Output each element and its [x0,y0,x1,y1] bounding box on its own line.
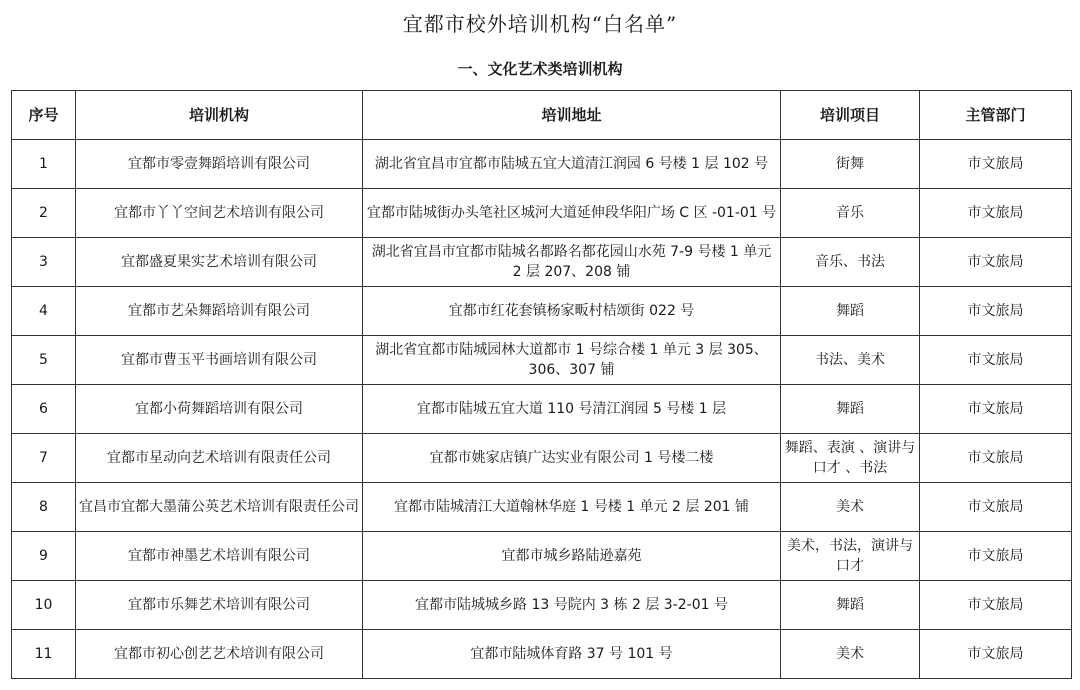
table-row [12,434,1072,483]
row-organization: 宜都市神墨艺术培训有限公司 [76,532,363,581]
row-department: 市文旅局 [920,581,1072,630]
whitelist-table [11,90,1072,679]
row-number: 1 [12,140,76,189]
header-organization: 培训机构 [76,91,363,140]
row-department: 市文旅局 [920,189,1072,238]
table-row [12,189,1072,238]
row-number: 11 [12,630,76,679]
row-project: 美术，书法，演讲与口才 [781,532,920,581]
table-row [12,287,1072,336]
row-address: 宜都市陆城体育路 37 号 101 号 [363,630,781,679]
row-number: 2 [12,189,76,238]
row-address: 宜都市陆城城乡路 13 号院内 3 栋 2 层 3-2-01 号 [363,581,781,630]
row-organization: 宜都市艺朵舞蹈培训有限公司 [76,287,363,336]
row-project: 舞蹈 [781,385,920,434]
row-number: 4 [12,287,76,336]
row-organization: 宜昌市宜都大墨蒲公英艺术培训有限责任公司 [76,483,363,532]
row-department: 市文旅局 [920,287,1072,336]
row-number: 9 [12,532,76,581]
row-organization: 宜都市星动向艺术培训有限责任公司 [76,434,363,483]
row-number: 7 [12,434,76,483]
row-project: 美术 [781,630,920,679]
row-project: 书法、美术 [781,336,920,385]
row-address: 宜都市陆城街办头笔社区城河大道延伸段华阳广场 C 区 -01-01 号 [363,189,781,238]
row-address: 湖北省宜都市陆城园林大道都市 1 号综合楼 1 单元 3 层 305、306、307 铺 [363,336,781,385]
row-project: 街舞 [781,140,920,189]
header-project: 培训项目 [781,91,920,140]
row-organization: 宜都市乐舞艺术培训有限公司 [76,581,363,630]
table-row [12,336,1072,385]
row-number: 6 [12,385,76,434]
table-row [12,385,1072,434]
row-number: 8 [12,483,76,532]
row-organization: 宜都盛夏果实艺术培训有限公司 [76,238,363,287]
row-department: 市文旅局 [920,238,1072,287]
header-number: 序号 [12,91,76,140]
table-header-row [12,91,1072,140]
row-organization: 宜都市初心创艺艺术培训有限公司 [76,630,363,679]
row-organization: 宜都市曹玉平书画培训有限公司 [76,336,363,385]
row-department: 市文旅局 [920,336,1072,385]
row-project: 美术 [781,483,920,532]
section-title: 一、文化艺术类培训机构 [457,60,623,78]
header-address: 培训地址 [363,91,781,140]
row-number: 5 [12,336,76,385]
row-department: 市文旅局 [920,532,1072,581]
row-department: 市文旅局 [920,630,1072,679]
row-number: 10 [12,581,76,630]
row-department: 市文旅局 [920,140,1072,189]
row-project: 舞蹈 [781,287,920,336]
row-project: 音乐 [781,189,920,238]
table-row [12,581,1072,630]
row-department: 市文旅局 [920,385,1072,434]
document-title: 宜都市校外培训机构“白名单” [402,12,678,36]
table-row [12,532,1072,581]
row-project: 舞蹈 [781,581,920,630]
row-organization: 宜都市丫丫空间艺术培训有限公司 [76,189,363,238]
row-address: 宜都市红花套镇杨家畈村桔颂街 022 号 [363,287,781,336]
row-project: 舞蹈、表演 、演讲与口才 、书法 [781,434,920,483]
row-organization: 宜都小荷舞蹈培训有限公司 [76,385,363,434]
row-address: 湖北省宜昌市宜都市陆城五宜大道清江润园 6 号楼 1 层 102 号 [363,140,781,189]
header-department: 主管部门 [920,91,1072,140]
table-row [12,630,1072,679]
row-address: 宜都市城乡路陆逊嘉苑 [363,532,781,581]
row-organization: 宜都市零壹舞蹈培训有限公司 [76,140,363,189]
row-address: 宜都市陆城五宜大道 110 号清江润园 5 号楼 1 层 [363,385,781,434]
row-department: 市文旅局 [920,434,1072,483]
table-row [12,140,1072,189]
table-row [12,238,1072,287]
row-number: 3 [12,238,76,287]
row-project: 音乐、书法 [781,238,920,287]
row-address: 宜都市姚家店镇广达实业有限公司 1 号楼二楼 [363,434,781,483]
row-department: 市文旅局 [920,483,1072,532]
row-address: 宜都市陆城清江大道翰林华庭 1 号楼 1 单元 2 层 201 铺 [363,483,781,532]
table-row [12,483,1072,532]
row-address: 湖北省宜昌市宜都市陆城名都路名都花园山水苑 7-9 号楼 1 单元 2 层 207、208 铺 [363,238,781,287]
